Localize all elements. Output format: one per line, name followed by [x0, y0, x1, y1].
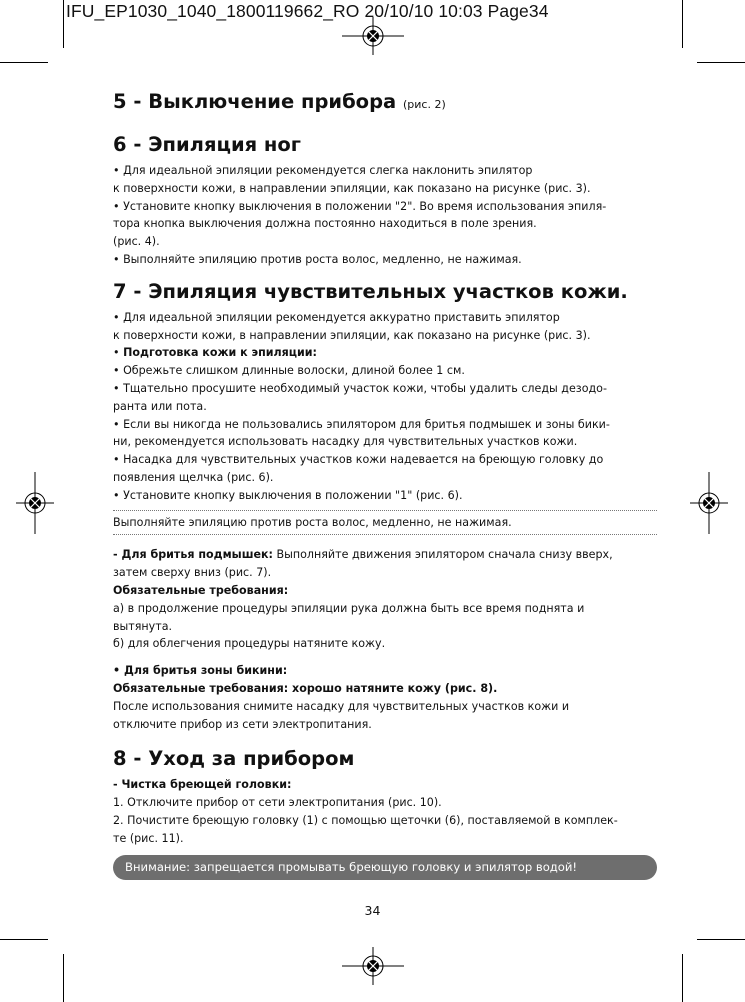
section-6-line: • Выполняйте эпиляцию против роста волос, медленно, не нажимая.	[113, 252, 522, 266]
section-8-title: 8 - Уход за прибором	[113, 747, 355, 771]
section-6-line: • Установите кнопку выключения в положении "2". Во время использования эпиля-	[113, 199, 607, 213]
skin-prep-heading	[113, 344, 657, 362]
page-number: 34	[364, 903, 381, 918]
requirement-a: а) в продолжение процедуры эпиляции рука должна быть все время поднята и	[113, 601, 585, 615]
bikini-heading: • Для бритья зоны бикини:	[113, 664, 288, 678]
registration-mark-icon	[342, 17, 404, 55]
section-6-line: • Для идеальной эпиляции рекомендуется слегка наклонить эпилятор	[113, 164, 533, 177]
section-7-line: • Обрежьте слишком длинные волоски, длиной более 1 см.	[113, 364, 465, 378]
section-5-figure-ref: (рис. 2)	[403, 98, 446, 111]
section-6-title: 6 - Эпиляция ног	[113, 133, 301, 156]
section-7-line: • Установите кнопку выключения в положении "1" (рис. 6).	[113, 488, 463, 502]
bullet: •	[113, 346, 124, 360]
armpit-line	[113, 546, 657, 564]
crop-mark	[682, 0, 683, 48]
note-text: Выполняйте эпиляцию против роста волос, медленно, не нажимая.	[113, 515, 512, 529]
cleaning-heading: - Чистка бреющей головки:	[113, 778, 292, 792]
requirement-a-cont: вытянута.	[113, 619, 173, 633]
crop-mark	[0, 939, 48, 940]
cleaning-step-2: 2. Почистите бреющую головку (1) с помощью щеточки (6), поставляемой в комплек-	[113, 813, 618, 827]
requirement-b: б) для облегчения процедуры натяните кожу.	[113, 637, 386, 651]
section-5-title	[113, 89, 657, 118]
requirements-heading: Обязательные требования:	[113, 583, 289, 597]
section-7-line: • Тщательно просушите необходимый участок кожи, чтобы удалить следы дезодо-	[113, 381, 607, 395]
section-7-line: • Для идеальной эпиляции рекомендуется аккуратно приставить эпилятор	[113, 310, 560, 324]
crop-mark	[697, 939, 745, 940]
dotted-divider	[113, 510, 657, 511]
armpit-line-2: затем сверху вниз (рис. 7).	[113, 566, 272, 580]
registration-mark-icon	[342, 947, 404, 985]
crop-mark	[682, 954, 683, 1002]
bikini-requirements: Обязательные требования: хорошо натяните кожу (рис. 8).	[113, 681, 498, 695]
crop-mark	[0, 62, 48, 63]
after-use-line: отключите прибор из сети электропитания.	[113, 717, 372, 731]
armpit-text: Выполняйте движения эпилятором сначала снизу вверх,	[272, 548, 613, 562]
after-use-line: После использования снимите насадку для чувствительных участков кожи и	[113, 699, 570, 713]
section-6-line: к поверхности кожи, в направлении эпиляции, как показано на рисунке (рис. 3).	[113, 181, 591, 195]
skin-prep-label: Подготовка кожи к эпиляции:	[123, 346, 317, 360]
section-6-line: (рис. 4).	[113, 235, 160, 249]
section-7-line: • Насадка для чувствительных участков кожи надевается на бреющую головку до	[113, 453, 604, 467]
registration-mark-icon	[690, 472, 728, 534]
section-6-line: тора кнопка выключения должна постоянно находиться в поле зрения.	[113, 217, 537, 231]
section-7-line: к поверхности кожи, в направлении эпиляции, как показано на рисунке (рис. 3).	[113, 328, 591, 342]
registration-mark-icon	[16, 472, 54, 534]
print-slug: IFU_EP1030_1040_1800119662_RO 20/10/10 10:03 Page34	[66, 1, 549, 21]
section-7-line: появления щелчка (рис. 6).	[113, 470, 274, 484]
warning-box: Внимание: запрещается промывать бреющую головку и эпилятор водой!	[113, 855, 657, 880]
section-7-line: ни, рекомендуется использовать насадку для чувствительных участков кожи.	[113, 435, 578, 449]
crop-mark	[63, 954, 64, 1002]
section-7-title: 7 - Эпиляция чувствительных участков кожи.	[113, 279, 628, 303]
crop-mark	[697, 62, 745, 63]
section-7-line: • Если вы никогда не пользовались эпилятором для бритья подмышек и зоны бики-	[113, 417, 610, 431]
armpit-label: - Для бритья подмышек:	[113, 548, 273, 562]
crop-mark	[63, 0, 64, 48]
cleaning-step-1: 1. Отключите прибор от сети электропитания (рис. 10).	[113, 796, 442, 810]
section-7-line: ранта или пота.	[113, 399, 207, 413]
page-content	[113, 89, 657, 880]
cleaning-step-2-cont: те (рис. 11).	[113, 831, 184, 845]
section-5-heading: 5 - Выключение прибора	[113, 90, 397, 113]
